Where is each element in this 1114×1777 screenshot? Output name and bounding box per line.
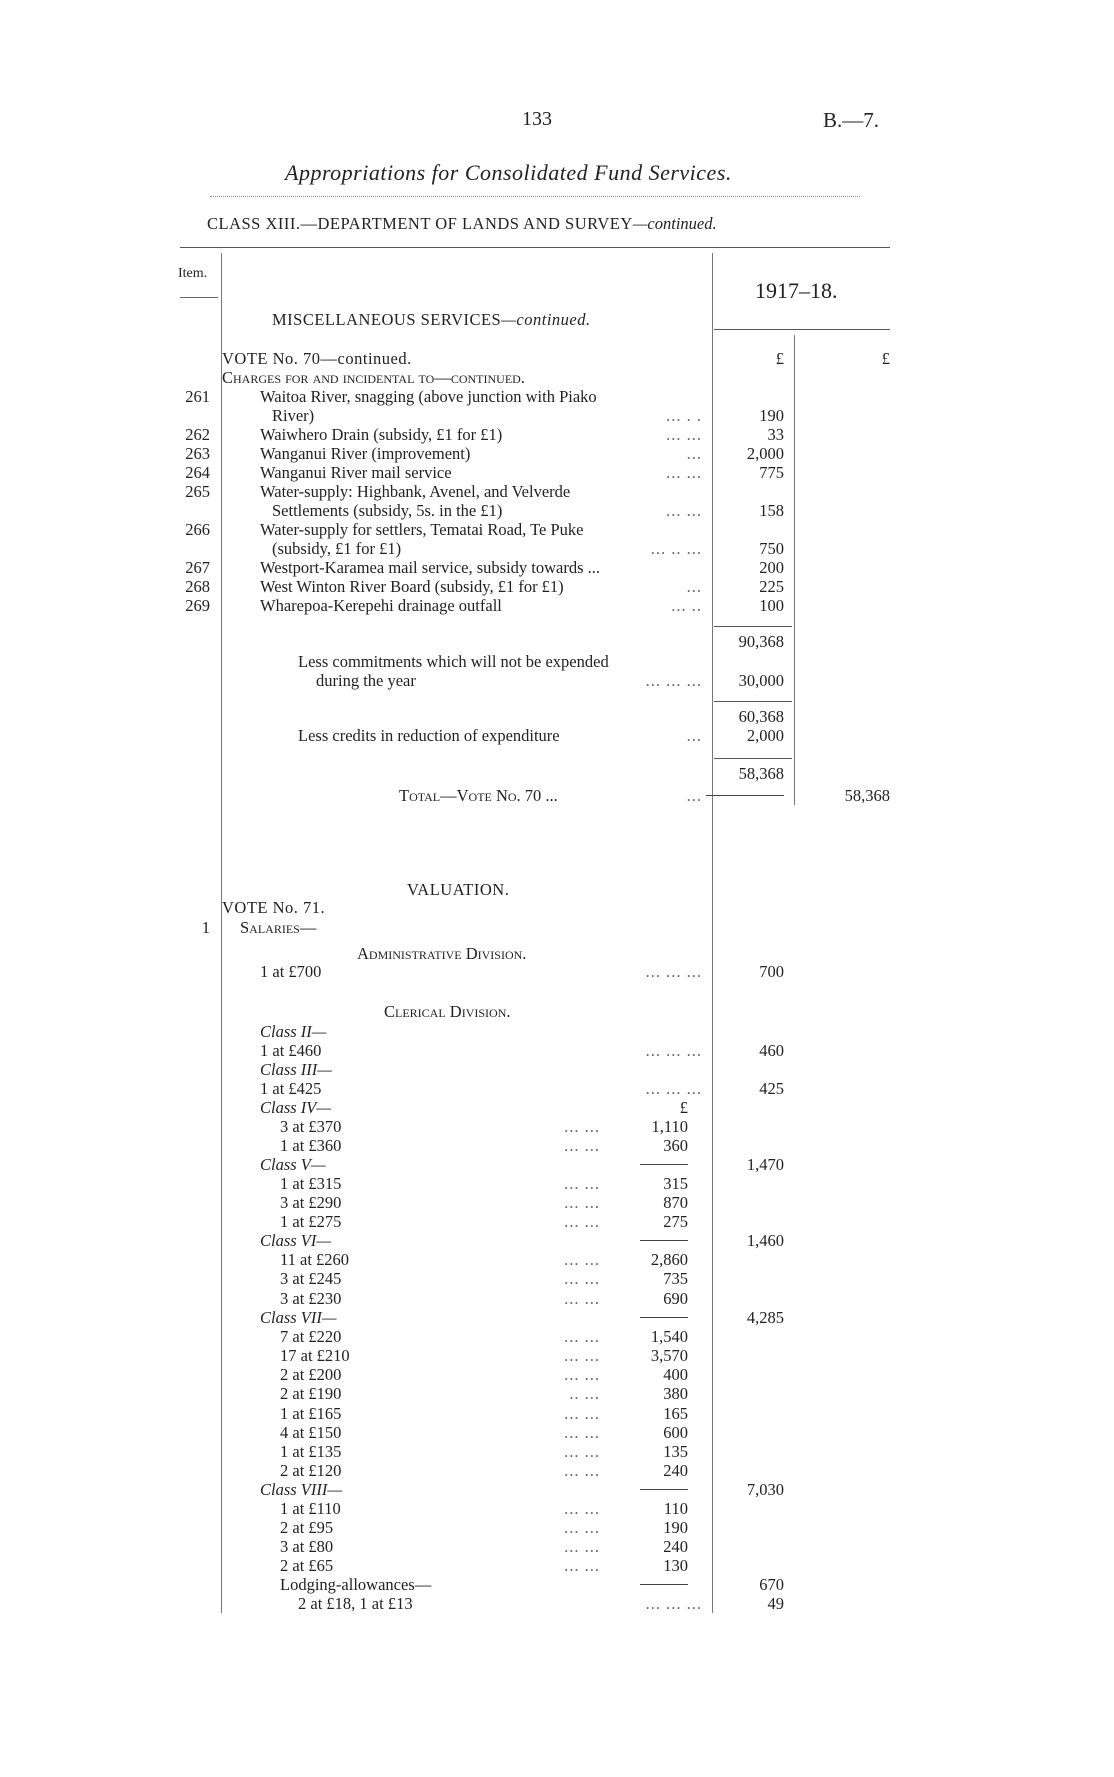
row-description: during the year xyxy=(316,671,416,690)
sub-amount: 3,570 xyxy=(650,1346,688,1365)
leader-dots: .. ... xyxy=(569,1384,600,1403)
sub-amount: 400 xyxy=(663,1365,688,1384)
amount: 2,000 xyxy=(746,444,784,463)
row-description: 1 at £460 xyxy=(260,1041,322,1060)
less-commitments-cont-row xyxy=(0,671,1114,690)
item-number: 266 xyxy=(185,520,210,539)
item-263-row xyxy=(0,444,1114,463)
clerical-division-row xyxy=(0,1002,1114,1021)
amount: 100 xyxy=(759,596,784,615)
class-heading-text: CLASS XIII.—DEPARTMENT OF LANDS AND SURVEY xyxy=(207,214,633,233)
item-number: 267 xyxy=(185,558,210,577)
sub-amount: 275 xyxy=(663,1212,688,1231)
row-description: Clerical Division. xyxy=(384,1002,511,1021)
sub-amount: 315 xyxy=(663,1174,688,1193)
vote-71-heading-row xyxy=(0,898,1114,917)
sub-amount: 165 xyxy=(663,1404,688,1423)
sub-amount: 690 xyxy=(663,1289,688,1308)
amount: 1,460 xyxy=(746,1231,784,1250)
class-vii-120-row xyxy=(0,1461,1114,1480)
sub-amount: 1,540 xyxy=(650,1327,688,1346)
row-description: 1 at £425 xyxy=(260,1079,322,1098)
row-description: River) xyxy=(272,406,315,425)
row-description: Charges for and incidental to—continued. xyxy=(222,368,525,387)
less-credits-row xyxy=(0,726,1114,745)
amount: 7,030 xyxy=(746,1480,784,1499)
item-265-row xyxy=(0,482,1114,501)
leader-dots: ... ... xyxy=(564,1327,600,1346)
row-description: 3 at £80 xyxy=(280,1537,334,1556)
item-261-cont-row xyxy=(0,406,1114,425)
class-iv-360-row xyxy=(0,1136,1114,1155)
amount: 460 xyxy=(759,1041,784,1060)
leader-dots: ... xyxy=(686,444,702,463)
class-viii-65-row xyxy=(0,1556,1114,1575)
row-description: 2 at £65 xyxy=(280,1556,334,1575)
class-vii-210-row xyxy=(0,1346,1114,1365)
row-description: Water-supply for settlers, Tematai Road, Te Puke xyxy=(260,520,584,539)
amount: £ xyxy=(775,349,784,368)
row-description: 3 at £230 xyxy=(280,1289,342,1308)
class-vii-200-row xyxy=(0,1365,1114,1384)
item-267-row xyxy=(0,558,1114,577)
vote-70-heading-row xyxy=(0,349,1114,368)
leader-dots: ... ... xyxy=(564,1518,600,1537)
amount: 750 xyxy=(759,539,784,558)
row-description: Waitoa River, snagging (above junction with Piako xyxy=(260,387,597,406)
leader-dots: ... ... xyxy=(564,1269,600,1288)
class-vii-row xyxy=(0,1308,1114,1327)
subtotal-1-row xyxy=(0,632,1114,651)
sub-amount: 135 xyxy=(663,1442,688,1461)
leader-dots: ... ... xyxy=(666,463,702,482)
sub-amount: 870 xyxy=(663,1193,688,1212)
subtotal-rule xyxy=(714,758,792,759)
leader-dots: ... ... xyxy=(564,1365,600,1384)
amount: 190 xyxy=(759,406,784,425)
leader-dots: ... xyxy=(686,726,702,745)
leader-dots: ... ... xyxy=(564,1423,600,1442)
admin-division-row xyxy=(0,944,1114,963)
class-iii-425-row xyxy=(0,1079,1114,1098)
amount: 4,285 xyxy=(746,1308,784,1327)
row-description: 17 at £210 xyxy=(280,1346,350,1365)
row-description: 1 at £360 xyxy=(280,1136,342,1155)
item-number: 268 xyxy=(185,577,210,596)
row-description: Total—Vote No. 70 ... xyxy=(399,786,558,805)
class-viii-80-row xyxy=(0,1537,1114,1556)
row-description: Class VII— xyxy=(260,1308,337,1327)
item-262-row xyxy=(0,425,1114,444)
row-description: Class VIII— xyxy=(260,1480,343,1499)
row-description: Wharepoa-Kerepehi drainage outfall xyxy=(260,596,502,615)
sub-amount-rule xyxy=(600,1155,688,1175)
row-description: Salaries— xyxy=(240,918,317,937)
amount: 158 xyxy=(759,501,784,520)
class-iii-row xyxy=(0,1060,1114,1079)
row-description: Water-supply: Highbank, Avenel, and Velverde xyxy=(260,482,571,501)
row-description: Wanganui River mail service xyxy=(260,463,452,482)
class-viii-110-row xyxy=(0,1499,1114,1518)
leader-dots: ... ... xyxy=(564,1404,600,1423)
class-v-275-row xyxy=(0,1212,1114,1231)
row-description: Waiwhero Drain (subsidy, £1 for £1) xyxy=(260,425,503,444)
item-264-row xyxy=(0,463,1114,482)
amount: 2,000 xyxy=(746,726,784,745)
item-column-header: Item. xyxy=(178,266,208,281)
row-description: Class IV— xyxy=(260,1098,332,1117)
leader-dots: ... .. xyxy=(671,596,702,615)
sub-amount-rule xyxy=(600,1575,688,1595)
leader-dots: ... ... xyxy=(564,1250,600,1269)
sub-amount: 380 xyxy=(663,1384,688,1403)
leader-dots: ... ... ... xyxy=(645,962,702,981)
sub-amount: 735 xyxy=(663,1269,688,1288)
page-number: 133 xyxy=(522,108,552,130)
row-description: Class VI— xyxy=(260,1231,332,1250)
class-iv-row xyxy=(0,1098,1114,1117)
leader-dots: ... ... xyxy=(564,1193,600,1212)
sub-amount: 130 xyxy=(663,1556,688,1575)
sub-amount: 360 xyxy=(663,1136,688,1155)
row-description: 1 at £165 xyxy=(280,1404,342,1423)
item-number: 261 xyxy=(185,387,210,406)
class-viii-row xyxy=(0,1480,1114,1499)
class-vi-260-row xyxy=(0,1250,1114,1269)
item-268-row xyxy=(0,577,1114,596)
leader-dots: ... ... xyxy=(564,1136,600,1155)
row-description: Less commitments which will not be expended xyxy=(298,652,609,671)
section-heading-text: MISCELLANEOUS SERVICES xyxy=(272,310,502,329)
sub-amount-rule xyxy=(600,1308,688,1328)
row-description: 1 at £315 xyxy=(280,1174,342,1193)
class-v-315-row xyxy=(0,1174,1114,1193)
class-v-row xyxy=(0,1155,1114,1174)
leader-dots: ... xyxy=(686,786,702,805)
item-number: 262 xyxy=(185,425,210,444)
amount: 425 xyxy=(759,1079,784,1098)
row-description: 3 at £245 xyxy=(280,1269,342,1288)
amount: 90,368 xyxy=(738,632,784,651)
class-ii-460-row xyxy=(0,1041,1114,1060)
sub-amount-rule xyxy=(600,1480,688,1500)
less-commitments-row xyxy=(0,652,1114,671)
amount: 1,470 xyxy=(746,1155,784,1174)
class-vii-135-row xyxy=(0,1442,1114,1461)
row-description: Less credits in reduction of expenditure xyxy=(298,726,560,745)
row-description: 2 at £18, 1 at £13 xyxy=(298,1594,413,1613)
leader-dots: ... ... xyxy=(564,1117,600,1136)
total-amount: 58,368 xyxy=(844,786,890,805)
item-number: 265 xyxy=(185,482,210,501)
item-261-row xyxy=(0,387,1114,406)
row-description: 7 at £220 xyxy=(280,1327,342,1346)
leader-dots: ... ... xyxy=(666,425,702,444)
sub-amount: 110 xyxy=(663,1499,688,1518)
total-vote-70-row xyxy=(0,786,1114,805)
row-description: 1 at £135 xyxy=(280,1442,342,1461)
page-title: Appropriations for Consolidated Fund Services. xyxy=(285,160,732,185)
class-ii-row xyxy=(0,1022,1114,1041)
row-description: 2 at £190 xyxy=(280,1384,342,1403)
leader-dots: ... ... xyxy=(564,1461,600,1480)
row-description: Class III— xyxy=(260,1060,332,1079)
row-description: 1 at £110 xyxy=(280,1499,341,1518)
row-description: Settlements (subsidy, 5s. in the £1) xyxy=(272,501,503,520)
row-description: VOTE No. 71. xyxy=(222,898,326,917)
row-description: 2 at £200 xyxy=(280,1365,342,1384)
leader-dots: ... ... xyxy=(666,501,702,520)
sub-amount: 1,110 xyxy=(651,1117,688,1136)
row-description: 11 at £260 xyxy=(280,1250,350,1269)
row-description: Class V— xyxy=(260,1155,326,1174)
leader-dots: ... ... xyxy=(564,1346,600,1365)
leader-dots: ... ... ... xyxy=(645,671,702,690)
sub-amount: £ xyxy=(679,1098,688,1117)
row-description: 3 at £290 xyxy=(280,1193,342,1212)
leader-dots: ... ... xyxy=(564,1442,600,1461)
row-description: Class II— xyxy=(260,1022,327,1041)
class-vii-150-row xyxy=(0,1423,1114,1442)
amount: 33 xyxy=(767,425,784,444)
class-heading-continued: —continued. xyxy=(632,214,717,233)
class-vi-230-row xyxy=(0,1289,1114,1308)
leader-dots: ... . . xyxy=(666,406,702,425)
sub-amount: 240 xyxy=(663,1537,688,1556)
sub-amount-rule xyxy=(600,1231,688,1251)
amount: 58,368 xyxy=(738,764,784,783)
lodging-detail-row xyxy=(0,1594,1114,1613)
row-description: 3 at £370 xyxy=(280,1117,342,1136)
subtotal-rule xyxy=(714,626,792,627)
amount: 49 xyxy=(767,1594,784,1613)
row-description: Lodging-allowances— xyxy=(280,1575,432,1594)
row-description: 1 at £700 xyxy=(260,962,322,981)
amount: 30,000 xyxy=(738,671,784,690)
leader-dots: ... .. ... xyxy=(650,539,702,558)
row-description: VOTE No. 70—continued. xyxy=(222,349,412,368)
document-reference: B.—7. xyxy=(823,108,880,132)
sub-amount: 2,860 xyxy=(650,1250,688,1269)
row-description: 4 at £150 xyxy=(280,1423,342,1442)
section-heading-continued: —continued. xyxy=(501,310,591,329)
class-vi-row xyxy=(0,1231,1114,1250)
sub-amount: 190 xyxy=(663,1518,688,1537)
row-description: Westport-Karamea mail service, subsidy towards ... xyxy=(260,558,601,577)
class-vii-190-row xyxy=(0,1384,1114,1403)
amount: 60,368 xyxy=(738,707,784,726)
leader-dots: ... xyxy=(686,577,702,596)
leader-dots: ... ... xyxy=(564,1212,600,1231)
item-number: 264 xyxy=(185,463,210,482)
amount: 670 xyxy=(759,1575,784,1594)
leader-dots: ... ... ... xyxy=(645,1594,702,1613)
leader-dots: ... ... xyxy=(564,1537,600,1556)
salaries-heading-row xyxy=(0,918,1114,937)
subtotal-3-row xyxy=(0,764,1114,783)
year-column-header: 1917–18. xyxy=(755,278,838,303)
row-description: Administrative Division. xyxy=(357,944,527,963)
sub-amount: 600 xyxy=(663,1423,688,1442)
amount: 225 xyxy=(759,577,784,596)
admin-1-at-700-row xyxy=(0,962,1114,981)
class-viii-95-row xyxy=(0,1518,1114,1537)
item-266-row xyxy=(0,520,1114,539)
valuation-heading-row xyxy=(0,880,1114,899)
class-iv-370-row xyxy=(0,1117,1114,1136)
amount: 700 xyxy=(759,962,784,981)
charges-heading-row xyxy=(0,368,1114,387)
leader-dots: ... ... xyxy=(564,1289,600,1308)
row-description: 2 at £95 xyxy=(280,1518,334,1537)
amount-rule xyxy=(690,786,784,806)
leader-dots: ... ... ... xyxy=(645,1079,702,1098)
item-269-row xyxy=(0,596,1114,615)
item-266-cont-row xyxy=(0,539,1114,558)
class-vi-245-row xyxy=(0,1269,1114,1288)
class-vii-165-row xyxy=(0,1404,1114,1423)
item-number: 1 xyxy=(201,918,210,937)
row-description: 1 at £275 xyxy=(280,1212,342,1231)
row-description: West Winton River Board (subsidy, £1 for £1) xyxy=(260,577,564,596)
leader-dots: ... ... xyxy=(564,1499,600,1518)
class-vii-220-row xyxy=(0,1327,1114,1346)
row-description: (subsidy, £1 for £1) xyxy=(272,539,402,558)
sub-amount: 240 xyxy=(663,1461,688,1480)
amount: 775 xyxy=(759,463,784,482)
row-description: Wanganui River (improvement) xyxy=(260,444,471,463)
total-amount: £ xyxy=(881,349,890,368)
leader-dots: ... ... xyxy=(564,1174,600,1193)
class-v-290-row xyxy=(0,1193,1114,1212)
item-265-cont-row xyxy=(0,501,1114,520)
row-description: 2 at £120 xyxy=(280,1461,342,1480)
subtotal-rule xyxy=(714,701,792,702)
amount: 200 xyxy=(759,558,784,577)
lodging-allowances-row xyxy=(0,1575,1114,1594)
row-description: VALUATION. xyxy=(407,880,510,899)
leader-dots: ... ... xyxy=(564,1556,600,1575)
item-number: 269 xyxy=(185,596,210,615)
subtotal-2-row xyxy=(0,707,1114,726)
item-number: 263 xyxy=(185,444,210,463)
leader-dots: ... ... ... xyxy=(645,1041,702,1060)
